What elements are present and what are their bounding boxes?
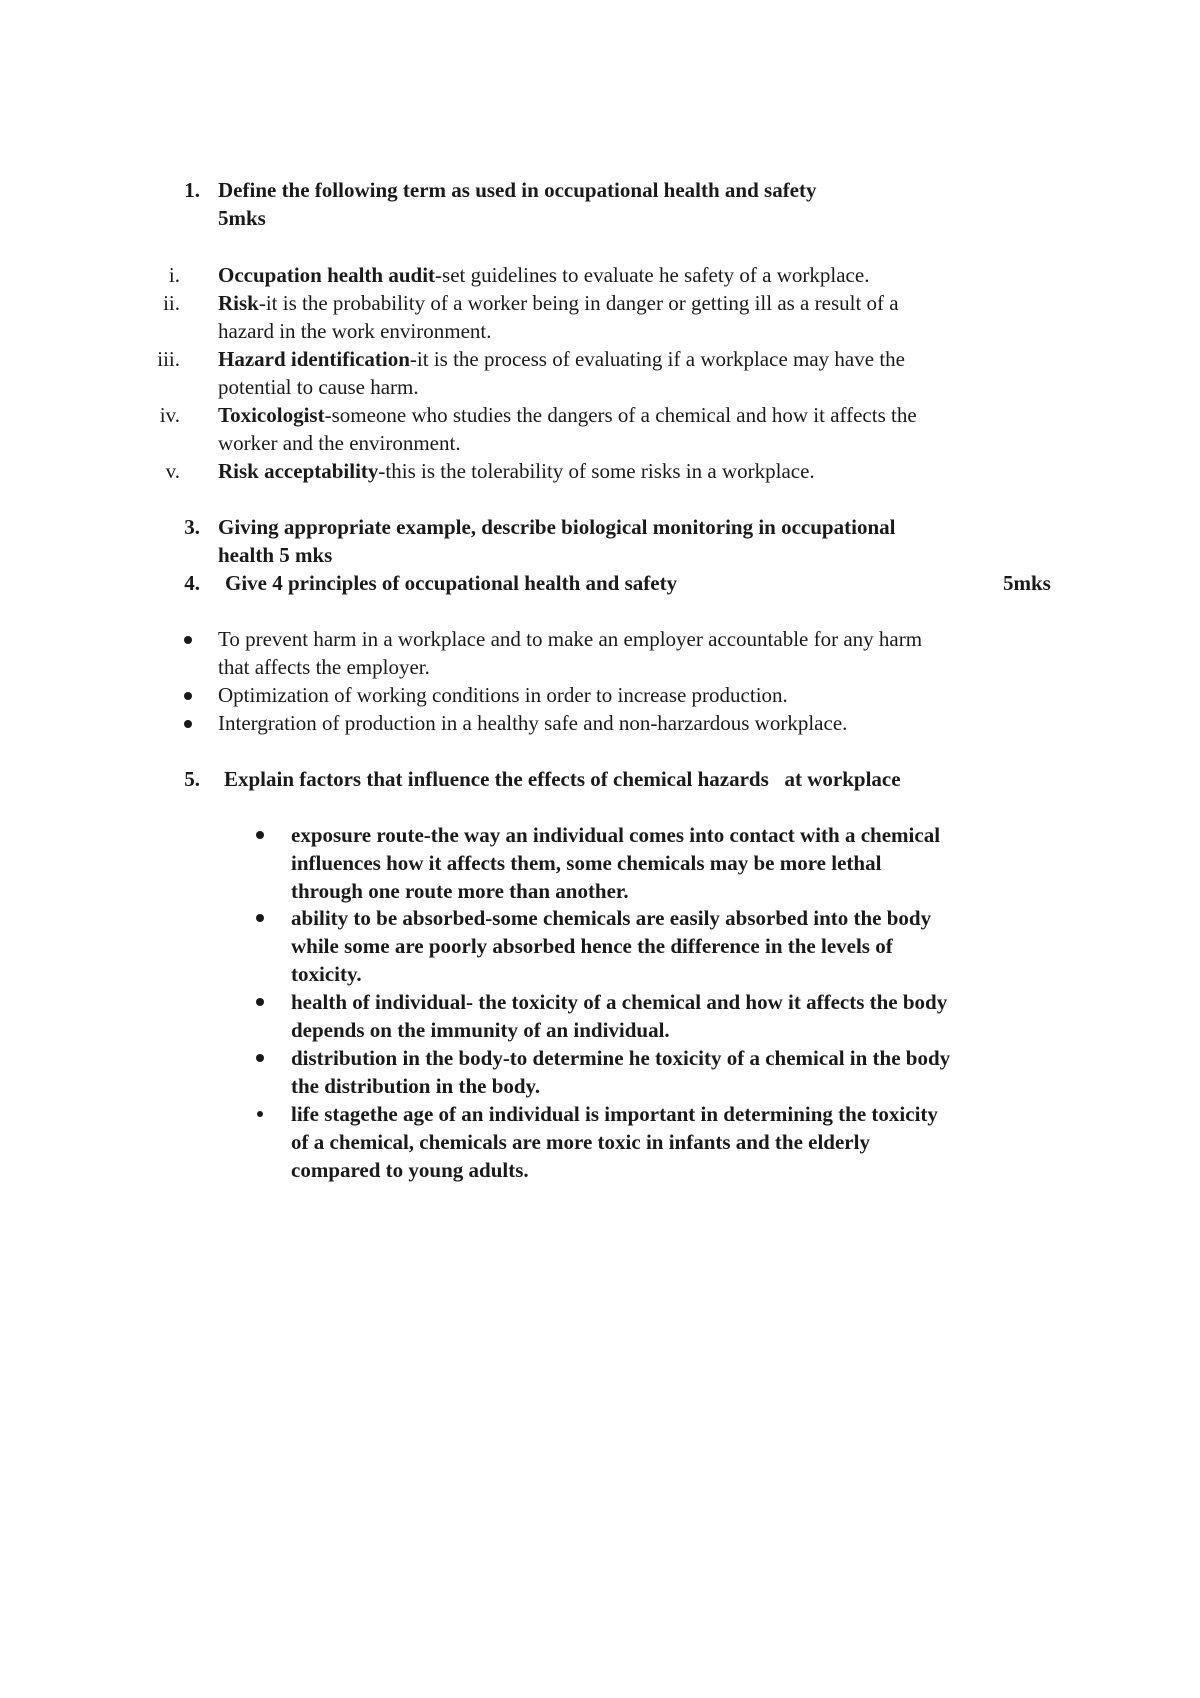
q4-marks: 5mks bbox=[1003, 571, 1051, 595]
q5-bullet-text-cont: influences how it affects them, some chemicals may be more lethal bbox=[291, 851, 882, 875]
q5-title: Explain factors that influence the effects of chemical hazards at workplace bbox=[224, 767, 901, 791]
q1-item-definition-cont: worker and the environment. bbox=[218, 431, 461, 455]
q5-bullet-text-cont: depends on the immunity of an individual. bbox=[291, 1018, 670, 1042]
q1-item-number: iv. bbox=[159, 403, 180, 427]
q1-item-text bbox=[218, 457, 815, 485]
q5-bullet-text: health of individual- the toxicity of a chemical and how it affects the body bbox=[291, 990, 948, 1014]
q1-item-definition-cont: hazard in the work environment. bbox=[218, 319, 492, 343]
bullet-icon bbox=[184, 636, 192, 644]
q1-item-text bbox=[218, 345, 905, 373]
bullet-icon bbox=[256, 914, 264, 922]
bullet-icon bbox=[256, 1054, 264, 1062]
q4-bullet-text: To prevent harm in a workplace and to make an employer accountable for any harm bbox=[218, 627, 923, 651]
q1-item-text bbox=[218, 401, 917, 429]
q5-bullet-text: ability to be absorbed-some chemicals are easily absorbed into the body bbox=[291, 906, 932, 930]
q1-item-definition-cont: potential to cause harm. bbox=[218, 375, 419, 399]
q4-bullet-text: Optimization of working conditions in order to increase production. bbox=[218, 683, 788, 707]
bullet-icon bbox=[257, 1111, 263, 1117]
q1-item-text bbox=[218, 289, 899, 317]
q1-item-definition: -it is the probability of a worker being in danger or getting ill as a result of a bbox=[258, 291, 899, 315]
q1-number: 1. bbox=[184, 178, 200, 202]
q1-item-term: Toxicologist bbox=[218, 403, 325, 427]
q1-item-number: iii. bbox=[157, 347, 180, 371]
q4-number: 4. bbox=[184, 571, 200, 595]
q3-number: 3. bbox=[184, 515, 200, 539]
bullet-icon bbox=[256, 998, 264, 1006]
q1-item-number: v. bbox=[165, 459, 180, 483]
q1-item-term: Risk bbox=[218, 291, 259, 315]
q1-item-term: Occupation health audit bbox=[218, 263, 436, 287]
q5-bullet-text-cont: toxicity. bbox=[291, 962, 362, 986]
q1-item-term: Risk acceptability bbox=[218, 459, 379, 483]
q1-item-term: Hazard identification bbox=[218, 347, 410, 371]
q4-title: Give 4 principles of occupational health and safety bbox=[225, 571, 678, 595]
q1-item-definition: -it is the process of evaluating if a workplace may have the bbox=[409, 347, 905, 371]
q5-bullet-text-cont: through one route more than another. bbox=[291, 879, 629, 903]
q3-text: Giving appropriate example, describe biological monitoring in occupational bbox=[218, 515, 896, 539]
q1-item-definition: -this is the tolerability of some risks in a workplace. bbox=[378, 459, 815, 483]
q5-bullet-text: life stagethe age of an individual is important in determining the toxicity bbox=[291, 1102, 938, 1126]
q4-bullet-text-cont: that affects the employer. bbox=[218, 655, 430, 679]
q3-text-cont: health 5 mks bbox=[218, 543, 333, 567]
q1-item-number: i. bbox=[168, 263, 180, 287]
bullet-icon bbox=[184, 720, 192, 728]
q4-bullet-text: Intergration of production in a healthy safe and non-harzardous workplace. bbox=[218, 711, 848, 735]
q5-number: 5. bbox=[184, 767, 200, 791]
q5-bullet-text-cont: while some are poorly absorbed hence the difference in the levels of bbox=[291, 934, 893, 958]
q5-bullet-text-cont: of a chemical, chemicals are more toxic in infants and the elderly bbox=[291, 1130, 870, 1154]
q5-bullet-text-cont: compared to young adults. bbox=[291, 1158, 529, 1182]
q1-item-definition: -someone who studies the dangers of a chemical and how it affects the bbox=[324, 403, 917, 427]
q5-bullet-text: exposure route-the way an individual comes into contact with a chemical bbox=[291, 823, 941, 847]
q1-item-number: ii. bbox=[163, 291, 180, 315]
q5-bullet-text: distribution in the body-to determine he toxicity of a chemical in the body bbox=[291, 1046, 951, 1070]
q1-item-definition: -set guidelines to evaluate he safety of a workplace. bbox=[435, 263, 870, 287]
bullet-icon bbox=[256, 831, 264, 839]
q1-title: Define the following term as used in occupational health and safety bbox=[218, 178, 817, 202]
q1-item-text bbox=[218, 261, 869, 289]
q5-bullet-text-cont: the distribution in the body. bbox=[291, 1074, 541, 1098]
q1-marks: 5mks bbox=[218, 206, 266, 230]
bullet-icon bbox=[184, 692, 192, 700]
